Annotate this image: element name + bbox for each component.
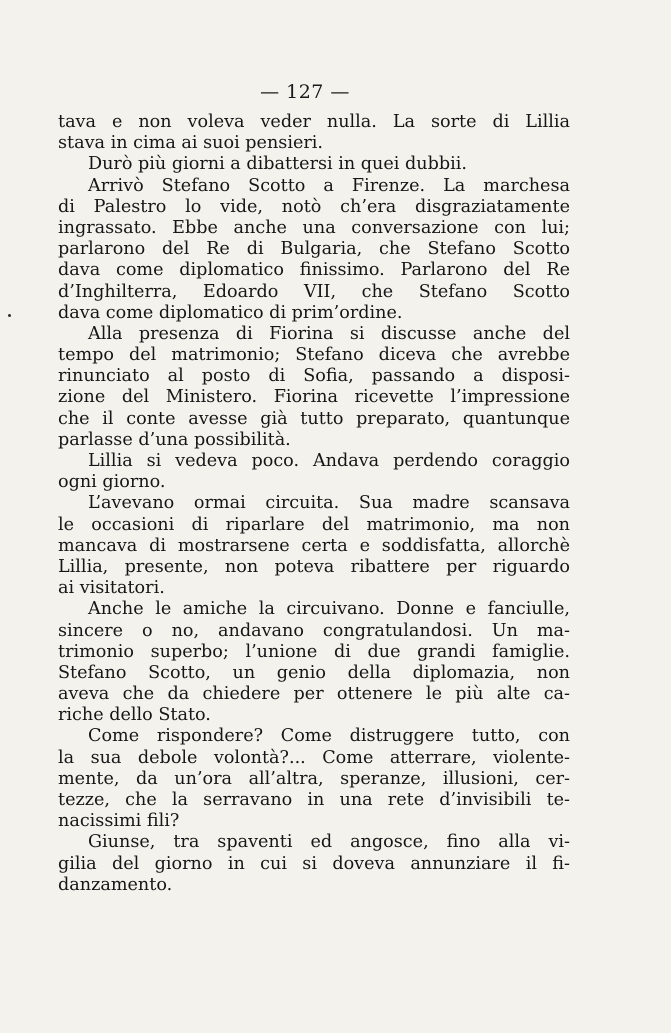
text-line: aveva che da chiedere per ottenere le più alte ca- [58, 684, 570, 705]
text-line: zione del Ministero. Fiorina ricevette l’impressione [58, 387, 570, 408]
text-line: ogni giorno. [58, 472, 166, 493]
text-line: parlasse d’una possibilità. [58, 429, 291, 450]
text-line: Durò più giorni a dibattersi in quei dubbii. [88, 154, 467, 175]
text-line: dava come diplomatico di prim’ordine. [58, 302, 403, 323]
text-line: tezze, che la serravano in una rete d’invisibili te- [58, 790, 570, 810]
text-line: tava e non voleva veder nulla. La sorte di Lillia [58, 112, 570, 132]
text-line: la sua debole volontà?... Come atterrare, violente- [58, 747, 570, 768]
text-line: gilia del giorno in cui si doveva annunziare il fi- [58, 853, 570, 874]
text-line: stava in cima ai suoi pensieri. [58, 133, 323, 154]
text-line: mente, da un’ora all’altra, speranze, illusioni, cer- [58, 768, 570, 789]
text-line: Lillia si vedeva poco. Andava perdendo coraggio [88, 451, 570, 471]
text-line: L’avevano ormai circuita. Sua madre scansava [88, 493, 570, 514]
text-line: parlarono del Re di Bulgaria, che Stefano Scotto [58, 239, 570, 260]
text-line: che il conte avesse già tutto preparato, quantunque [58, 408, 570, 429]
text-line: Alla presenza di Fiorina si discusse anche del [88, 323, 570, 344]
text-line: danzamento. [58, 874, 173, 895]
text-line: d’Inghilterra, Edoardo VII, che Stefano Scotto [58, 281, 570, 302]
text-line: trimonio superbo; l’unione di due grandi famiglie. [58, 641, 570, 662]
page-number: — 127 — [260, 81, 350, 103]
text-line: di Palestro lo vide, notò ch’era disgraziatamente [58, 196, 570, 217]
text-line: Giunse, tra spaventi ed angosce, fino alla vi- [88, 832, 570, 853]
body-text [58, 112, 570, 896]
text-line: Anche le amiche la circuivano. Donne e fanciulle, [88, 599, 570, 620]
text-line: nacissimi fili? [58, 811, 180, 832]
text-line: tempo del matrimonio; Stefano diceva che avrebbe [58, 345, 570, 366]
margin-speck [8, 314, 11, 317]
text-line: rinunciato al posto di Sofia, passando a disposi- [58, 366, 570, 387]
text-line: le occasioni di riparlare del matrimonio, ma non [58, 514, 570, 535]
text-line: riche dello Stato. [58, 705, 211, 726]
text-line: Arrivò Stefano Scotto a Firenze. La marchesa [88, 175, 570, 196]
text-line: Lillia, presente, non poteva ribattere per riguardo [58, 556, 570, 577]
text-line: Stefano Scotto, un genio della diplomazia, non [58, 662, 570, 683]
text-line: ingrassato. Ebbe anche una conversazione con lui; [58, 217, 570, 238]
text-line: mancava di mostrarsene certa e soddisfatta, allorchè [58, 535, 570, 556]
text-line: sincere o no, andavano congratulandosi. Un ma- [58, 620, 570, 641]
text-line: Come rispondere? Come distruggere tutto, con [88, 726, 570, 747]
text-line: ai visitatori. [58, 578, 165, 599]
text-line: dava come diplomatico finissimo. Parlarono del Re [58, 260, 570, 281]
